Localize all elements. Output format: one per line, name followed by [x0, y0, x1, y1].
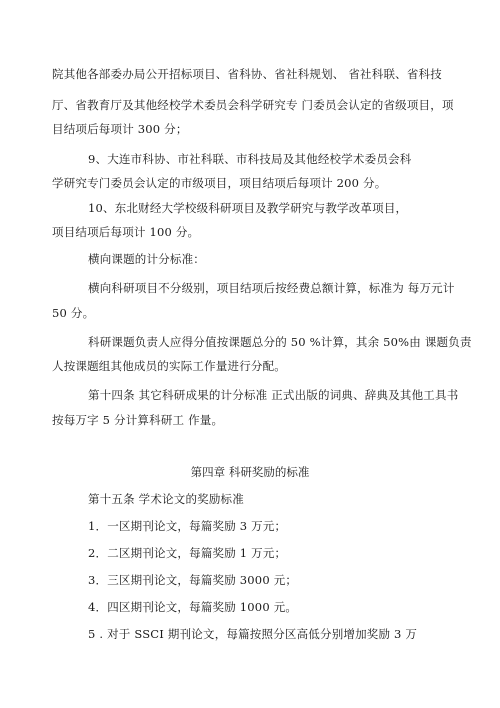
text-line: 9、大连市科协、市社科联、市科技局及其他经校学术委员会科 [88, 152, 412, 166]
text-line: 10、东北财经大学校级科研项目及教学研究与教学改革项目， [88, 201, 408, 215]
text-line: 横向科研项目不分级别，项目结项后按经费总额计算，标准为 每万元计 [88, 281, 455, 295]
text-line: 学研究专门委员会认定的市级项目，项目结项后每项计 200 分。 [52, 176, 387, 190]
reward-item: 4．四区期刊论文，每篇奖励 1000 元。 [88, 600, 298, 614]
chapter-title: 第四章 科研奖励的标准 [190, 465, 310, 479]
section-label: 横向课题的计分标准： [88, 252, 205, 266]
reward-item: 1．一区期刊论文，每篇奖励 3 万元； [88, 519, 287, 533]
text-line: 目结项后每项计 300 分； [52, 122, 188, 136]
text-line: 第十四条 其它科研成果的计分标准 正式出版的词典、辞典及其他工具书 [88, 388, 459, 402]
text-line: 项目结项后每项计 100 分。 [52, 225, 200, 239]
text-line: 院其他各部委办局公开招标项目、省科协、省社科规划、 省社科联、省科技 [52, 67, 442, 81]
text-line: 厅、省教育厅及其他经校学术委员会科学研究专 门委员会认定的省级项目，项 [52, 98, 454, 112]
section-title: 第十五条 学术论文的奖励标准 [88, 492, 244, 506]
text-line: 人按课题组其他成员的实际工作量进行分配。 [52, 359, 286, 373]
reward-item: 5 . 对于 SSCI 期刊论文，每篇按照分区高低分别增加奖励 3 万 [88, 627, 418, 641]
text-line: 科研课题负责人应得分值按课题总分的 50 %计算，其余 50%由 课题负责 [88, 335, 472, 349]
text-line: 50 分。 [52, 306, 95, 320]
text-line: 按每万字 5 分计算科研工 作量。 [52, 413, 224, 427]
reward-item: 2．二区期刊论文，每篇奖励 1 万元； [88, 546, 287, 560]
reward-item: 3．三区期刊论文，每篇奖励 3000 元； [88, 573, 298, 587]
